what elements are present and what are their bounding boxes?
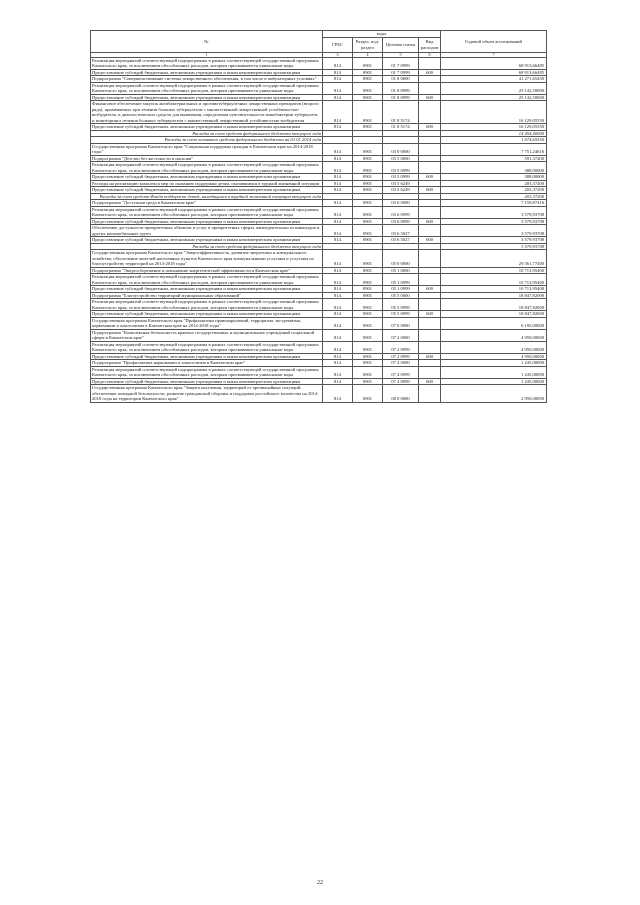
row-sum: 16 129,05550 bbox=[441, 124, 547, 131]
row-grbs: 814 bbox=[323, 94, 353, 101]
row-vid: 600 bbox=[419, 286, 441, 293]
row-name: Реализация мероприятий соответствующей подпрограммы в рамках соответствующей государственной программы Камчатского края, за исключением обособленных расходов, которым присваиваются уникальные коды bbox=[91, 366, 323, 378]
row-grbs: 814 bbox=[323, 360, 353, 367]
header-vid: Вид расходов bbox=[419, 37, 441, 52]
table-row bbox=[91, 329, 547, 341]
row-sum: 3 579,93708 bbox=[441, 218, 547, 225]
row-sum: 25 142,50000 bbox=[441, 82, 547, 94]
column-index: 5 bbox=[383, 52, 419, 57]
row-razdel: 0901 bbox=[353, 250, 383, 268]
column-index: 1 bbox=[91, 52, 323, 57]
row-sum: 4 950,00000 bbox=[441, 341, 547, 353]
row-sum: 4 950,00000 bbox=[441, 353, 547, 360]
table-row bbox=[91, 341, 547, 353]
table-row bbox=[91, 274, 547, 286]
row-razdel: 0901 bbox=[353, 378, 383, 385]
row-sum: 203,37200 bbox=[441, 180, 547, 187]
row-sum: 3 579,93708 bbox=[441, 206, 547, 218]
row-vid: 600 bbox=[419, 94, 441, 101]
header-razdel: Раздел, под-раздел bbox=[353, 37, 383, 52]
row-vid: 600 bbox=[419, 311, 441, 318]
row-target: 01 8 0999 bbox=[383, 82, 419, 94]
row-name: Предоставление субсидий бюджетным, автономным учреждениям и иным некоммерческим организациям bbox=[91, 311, 323, 318]
row-grbs: 814 bbox=[323, 237, 353, 244]
row-grbs: 814 bbox=[323, 200, 353, 207]
row-name: Предоставление субсидий бюджетным, автономным учреждениям и иным некоммерческим организациям bbox=[91, 124, 323, 131]
row-name: Подпрограмма "Доступная среда в Камчатском крае" bbox=[91, 200, 323, 207]
row-target: 01 8 5174 bbox=[383, 101, 419, 124]
row-grbs: 814 bbox=[323, 218, 353, 225]
row-target: 01 8 5174 bbox=[383, 124, 419, 131]
row-target: 05 1 0000 bbox=[383, 267, 419, 274]
row-name: Предоставление субсидий бюджетным, автономным учреждениям и иным некоммерческим организациям bbox=[91, 353, 323, 360]
row-vid: 600 bbox=[419, 218, 441, 225]
row-grbs: 814 bbox=[323, 311, 353, 318]
row-vid: 600 bbox=[419, 174, 441, 181]
row-sum: 1 245,00000 bbox=[441, 360, 547, 367]
row-target: 07 2 0999 bbox=[383, 341, 419, 353]
column-index: 7 bbox=[441, 52, 547, 57]
header-total: Годовой объем ассигнований bbox=[441, 31, 547, 53]
table-row bbox=[91, 250, 547, 268]
row-name: Государственная программа Камчатского края "Социальная поддержка граждан в Камчатском крае на 2014-2018 годы" bbox=[91, 143, 323, 155]
row-vid bbox=[419, 299, 441, 311]
row-razdel: 0901 bbox=[353, 385, 383, 403]
header-target: Целевая статья bbox=[383, 37, 419, 52]
row-name: Расходы за счет средств федерального бюджета текущего года bbox=[91, 243, 323, 250]
table-row bbox=[91, 225, 547, 237]
row-sum: 18 847,82000 bbox=[441, 311, 547, 318]
row-grbs: 814 bbox=[323, 292, 353, 299]
row-grbs: 814 bbox=[323, 57, 353, 69]
row-target: 07 4 0000 bbox=[383, 360, 419, 367]
row-name: Предоставление субсидий бюджетным, автономным учреждениям и иным некоммерческим организациям bbox=[91, 94, 323, 101]
row-name: Предоставление субсидий бюджетным, автономным учреждениям и иным некоммерческим организациям bbox=[91, 69, 323, 76]
row-name: Расходы за счет средств федерального бюджета текущего года bbox=[91, 130, 323, 137]
row-target: 05 5 0999 bbox=[383, 299, 419, 311]
row-target: 05 0 0000 bbox=[383, 250, 419, 268]
row-vid: 600 bbox=[419, 124, 441, 131]
row-sum: 1 674,65550 bbox=[441, 137, 547, 144]
row-name: Расходы на реализацию комплекса мер по оказанию поддержки детям, оказавшимся в трудной жизненной ситуации bbox=[91, 180, 323, 187]
row-grbs: 814 bbox=[323, 187, 353, 194]
row-vid: 600 bbox=[419, 69, 441, 76]
table-row bbox=[91, 299, 547, 311]
header-row-1 bbox=[91, 31, 547, 38]
row-target: 05 1 0999 bbox=[383, 274, 419, 286]
row-target: 03 6 5027 bbox=[383, 237, 419, 244]
row-razdel: 0901 bbox=[353, 180, 383, 187]
row-name: Подпрограмма "Совершенствование системы лекарственного обеспечения, в том числе в амбулаторных условиях" bbox=[91, 76, 323, 83]
row-razdel: 0901 bbox=[353, 76, 383, 83]
row-vid bbox=[419, 101, 441, 124]
row-name: Предоставление субсидий бюджетным, автономным учреждениям и иным некоммерческим организациям bbox=[91, 218, 323, 225]
row-target: 03 6 0999 bbox=[383, 218, 419, 225]
budget-table-page bbox=[90, 30, 546, 403]
row-razdel: 0901 bbox=[353, 292, 383, 299]
budget-table bbox=[90, 30, 547, 403]
header-no: № bbox=[91, 31, 323, 53]
row-vid bbox=[419, 274, 441, 286]
row-razdel: 0901 bbox=[353, 286, 383, 293]
row-razdel: 0901 bbox=[353, 206, 383, 218]
row-vid: 600 bbox=[419, 378, 441, 385]
table-row bbox=[91, 162, 547, 174]
row-sum: 10 713,95400 bbox=[441, 286, 547, 293]
row-name: Реализация мероприятий соответствующей подпрограммы в рамках соответствующей государственной программы Камчатского края, за исключением обособленных расходов, которым присваиваются уникальные коды bbox=[91, 341, 323, 353]
row-sum: 3 579,93708 bbox=[441, 225, 547, 237]
row-grbs: 814 bbox=[323, 366, 353, 378]
row-vid bbox=[419, 82, 441, 94]
row-grbs: 814 bbox=[323, 299, 353, 311]
row-razdel: 0901 bbox=[353, 366, 383, 378]
row-sum: 3 579,93708 bbox=[441, 237, 547, 244]
row-grbs: 814 bbox=[323, 286, 353, 293]
row-target: 03 6 0999 bbox=[383, 206, 419, 218]
row-razdel: 0901 bbox=[353, 94, 383, 101]
row-sum: 18 847,82000 bbox=[441, 299, 547, 311]
row-target: 01 7 0999 bbox=[383, 57, 419, 69]
row-sum: 14 454,40000 bbox=[441, 130, 547, 137]
row-sum: 10 713,95400 bbox=[441, 274, 547, 286]
row-razdel: 0901 bbox=[353, 329, 383, 341]
row-razdel: 0901 bbox=[353, 341, 383, 353]
row-target: 03 6 5027 bbox=[383, 225, 419, 237]
row-name: Государственная программа Камчатского края "Профилактика правонарушений, терроризма, экстремизма, наркомании и алкоголизма в Камчатском крае на 2014-2018 годы" bbox=[91, 317, 323, 329]
row-razdel: 0901 bbox=[353, 317, 383, 329]
header-grbs: ГРБС bbox=[323, 37, 353, 52]
row-target: 03 5 6249 bbox=[383, 180, 419, 187]
row-name: Реализация мероприятий соответствующей подпрограммы в рамках соответствующей государственной программы Камчатского края, за исключением обособленных расходов, которым присваиваются уникальные коды bbox=[91, 299, 323, 311]
row-target: 07 0 0000 bbox=[383, 317, 419, 329]
row-vid bbox=[419, 341, 441, 353]
table-row bbox=[91, 82, 547, 94]
row-sum: 2 950,00000 bbox=[441, 385, 547, 403]
row-sum: 203,37200 bbox=[441, 193, 547, 200]
row-razdel: 0901 bbox=[353, 155, 383, 162]
row-razdel: 0901 bbox=[353, 101, 383, 124]
column-index: 6 bbox=[419, 52, 441, 57]
row-name: Реализация мероприятий соответствующей подпрограммы в рамках соответствующей государственной программы Камчатского края, за исключением обособленных расходов, которым присваиваются уникальные коды bbox=[91, 162, 323, 174]
row-grbs: 814 bbox=[323, 155, 353, 162]
row-target: 01 7 0999 bbox=[383, 69, 419, 76]
row-razdel: 0901 bbox=[353, 162, 383, 174]
row-grbs: 814 bbox=[323, 143, 353, 155]
row-grbs: 814 bbox=[323, 174, 353, 181]
row-vid bbox=[419, 250, 441, 268]
row-target: 07 2 0000 bbox=[383, 329, 419, 341]
row-razdel: 0901 bbox=[353, 124, 383, 131]
row-name: Предоставление субсидий бюджетным, автономным учреждениям и иным некоммерческим организациям bbox=[91, 286, 323, 293]
row-vid bbox=[419, 317, 441, 329]
row-name: Предоставление субсидий бюджетным, автономным учреждениям и иным некоммерческим организациям bbox=[91, 237, 323, 244]
column-index: 4 bbox=[353, 52, 383, 57]
row-name: Подпрограмма "Комплексная безопасность краевых государственных и муниципальных учреждений социальной сферы в Камчатском крае" bbox=[91, 329, 323, 341]
row-razdel: 0901 bbox=[353, 299, 383, 311]
row-grbs: 814 bbox=[323, 101, 353, 124]
row-grbs: 814 bbox=[323, 206, 353, 218]
row-grbs: 814 bbox=[323, 385, 353, 403]
row-sum: 25 142,50000 bbox=[441, 94, 547, 101]
row-sum: 29 561,77400 bbox=[441, 250, 547, 268]
row-grbs: 814 bbox=[323, 317, 353, 329]
row-name: Реализация мероприятий соответствующей подпрограммы в рамках соответствующей государственной программы Камчатского края, за исключением обособленных расходов, которым присваиваются уникальные коды bbox=[91, 206, 323, 218]
row-vid bbox=[419, 385, 441, 403]
column-index: 3 bbox=[323, 52, 353, 57]
row-grbs: 814 bbox=[323, 341, 353, 353]
row-vid: 600 bbox=[419, 237, 441, 244]
row-sum: 1 245,00000 bbox=[441, 366, 547, 378]
row-grbs: 814 bbox=[323, 274, 353, 286]
row-name: Расходы за счет средств Фонда поддержки детей, находящихся в трудной жизненной ситуации текущего года bbox=[91, 193, 323, 200]
header-codes: коды bbox=[323, 31, 441, 38]
row-sum: 4 950,00000 bbox=[441, 329, 547, 341]
row-grbs: 814 bbox=[323, 353, 353, 360]
row-razdel: 0901 bbox=[353, 237, 383, 244]
row-name: Предоставление субсидий бюджетным, автономным учреждениям и иным некоммерческим организациям bbox=[91, 174, 323, 181]
row-sum: 7 751,24616 bbox=[441, 143, 547, 155]
row-razdel: 0901 bbox=[353, 187, 383, 194]
row-grbs: 814 bbox=[323, 124, 353, 131]
table-row bbox=[91, 143, 547, 155]
row-vid bbox=[419, 366, 441, 378]
row-sum: 68 913,66485 bbox=[441, 69, 547, 76]
row-sum: 203,37200 bbox=[441, 187, 547, 194]
row-vid bbox=[419, 206, 441, 218]
row-vid bbox=[419, 225, 441, 237]
row-target: 05 5 0999 bbox=[383, 311, 419, 318]
row-grbs: 814 bbox=[323, 250, 353, 268]
row-target: 08 0 0000 bbox=[383, 385, 419, 403]
row-name: Подпрограмма "Благоустройство территорий муниципальных образований" bbox=[91, 292, 323, 299]
row-razdel: 0901 bbox=[353, 274, 383, 286]
table-row bbox=[91, 366, 547, 378]
row-sum: 1 245,00000 bbox=[441, 378, 547, 385]
row-name: Обеспечение доступности приоритетных объектов и услуг в приоритетных сферах жизнедеятельности инвалидов и других маломобильных групп bbox=[91, 225, 323, 237]
table-row bbox=[91, 206, 547, 218]
row-name: Финансовое обеспечение закупок антибактериальных и противотуберкулезных лекарственных препаратов (второго ряда), применяемых при лечении больных туберкулезом с множественной лекарственной устойчивостью возбудителя, и диагностических средств для выявления, определения чувствительности микобактерии туберкулеза и мониторинга лечения больных туберкулезом с множественной лекарственной устойчивостью возбудителя bbox=[91, 101, 323, 124]
row-target: 03 5 0000 bbox=[383, 155, 419, 162]
row-target: 03 5 6249 bbox=[383, 187, 419, 194]
row-grbs: 814 bbox=[323, 329, 353, 341]
row-razdel: 0901 bbox=[353, 353, 383, 360]
row-sum: 16 129,05550 bbox=[441, 101, 547, 124]
row-name: Подпрограмма "Энергосбережение и повышение энергетической эффективности в Камчатском крае" bbox=[91, 267, 323, 274]
row-sum: 41 271,65450 bbox=[441, 76, 547, 83]
row-razdel: 0901 bbox=[353, 360, 383, 367]
row-razdel: 0901 bbox=[353, 82, 383, 94]
row-razdel: 0901 bbox=[353, 143, 383, 155]
row-name: Государственная программа Камчатского края "Энергоэффективность, развитие энергетики и коммунального хозяйства, обеспечение жителей населенных пунктов Камчатского края коммунальными услугами и услугами по благоустройству территорий на 2014-2018 годы" bbox=[91, 250, 323, 268]
table-row bbox=[91, 57, 547, 69]
row-vid bbox=[419, 162, 441, 174]
row-name: Предоставление субсидий бюджетным, автономным учреждениям и иным некоммерческим организациям bbox=[91, 187, 323, 194]
row-name: Подпрограмма "Детство без жестокости и насилия" bbox=[91, 155, 323, 162]
row-razdel: 0901 bbox=[353, 57, 383, 69]
row-sum: 68 913,66485 bbox=[441, 57, 547, 69]
row-name: Государственная программа Камчатского края "Защита населения, территорий от чрезвычайных ситуаций, обеспечение пожарной безопасности, развитие гражданской обороны и поддержка российского казачества на 2014-2018 годы на территории Камчатского края" bbox=[91, 385, 323, 403]
row-target: 07 2 0999 bbox=[383, 353, 419, 360]
page-number: 22 bbox=[317, 880, 323, 886]
row-sum: 10 713,95400 bbox=[441, 267, 547, 274]
row-vid bbox=[419, 57, 441, 69]
row-razdel: 0901 bbox=[353, 218, 383, 225]
row-vid bbox=[419, 329, 441, 341]
row-grbs: 814 bbox=[323, 162, 353, 174]
row-sum: 591,37200 bbox=[441, 155, 547, 162]
row-grbs: 814 bbox=[323, 267, 353, 274]
table-row bbox=[91, 385, 547, 403]
row-razdel: 0901 bbox=[353, 225, 383, 237]
row-vid bbox=[419, 143, 441, 155]
row-name: Реализация мероприятий соответствующей подпрограммы в рамках соответствующей государственной программы Камчатского края, за исключением обособленных расходов, которым присваиваются уникальные коды bbox=[91, 57, 323, 69]
table-row bbox=[91, 317, 547, 329]
row-target: 03 6 0000 bbox=[383, 200, 419, 207]
row-sum: 18 847,82000 bbox=[441, 292, 547, 299]
table-row bbox=[91, 101, 547, 124]
row-name: Предоставление субсидий бюджетным, автономным учреждениям и иным некоммерческим организациям bbox=[91, 378, 323, 385]
row-target: 07 4 0999 bbox=[383, 378, 419, 385]
row-razdel: 0901 bbox=[353, 267, 383, 274]
row-grbs: 814 bbox=[323, 76, 353, 83]
row-grbs: 814 bbox=[323, 69, 353, 76]
row-razdel: 0901 bbox=[353, 174, 383, 181]
row-target: 05 5 0000 bbox=[383, 292, 419, 299]
row-grbs: 814 bbox=[323, 180, 353, 187]
row-target: 03 5 0999 bbox=[383, 174, 419, 181]
row-target: 05 1 0999 bbox=[383, 286, 419, 293]
row-sum: 388,00000 bbox=[441, 174, 547, 181]
row-name: Расходы за счет остатков средств федерального бюджета на 01.01.2014 года bbox=[91, 137, 323, 144]
row-sum: 388,00000 bbox=[441, 162, 547, 174]
row-grbs: 814 bbox=[323, 378, 353, 385]
row-razdel: 0901 bbox=[353, 311, 383, 318]
row-target: 01 8 0999 bbox=[383, 94, 419, 101]
row-target: 03 5 0999 bbox=[383, 162, 419, 174]
row-sum: 6 195,00000 bbox=[441, 317, 547, 329]
row-razdel: 0901 bbox=[353, 69, 383, 76]
row-target: 07 4 0999 bbox=[383, 366, 419, 378]
row-name: Реализация мероприятий соответствующей подпрограммы в рамках соответствующей государственной программы Камчатского края, за исключением обособленных расходов, которым присваиваются уникальные коды bbox=[91, 82, 323, 94]
row-target: 01 8 0000 bbox=[383, 76, 419, 83]
row-vid: 600 bbox=[419, 353, 441, 360]
row-sum: 7 159,87416 bbox=[441, 200, 547, 207]
row-name: Подпрограмма "Профилактика наркомании и алкоголизма в Камчатском крае" bbox=[91, 360, 323, 367]
row-razdel: 0901 bbox=[353, 200, 383, 207]
row-sum: 3 579,93708 bbox=[441, 243, 547, 250]
row-vid: 600 bbox=[419, 187, 441, 194]
row-name: Реализация мероприятий соответствующей подпрограммы в рамках соответствующей государственной программы Камчатского края, за исключением обособленных расходов, которым присваиваются уникальные коды bbox=[91, 274, 323, 286]
row-grbs: 814 bbox=[323, 225, 353, 237]
row-target: 03 0 0000 bbox=[383, 143, 419, 155]
row-grbs: 814 bbox=[323, 82, 353, 94]
